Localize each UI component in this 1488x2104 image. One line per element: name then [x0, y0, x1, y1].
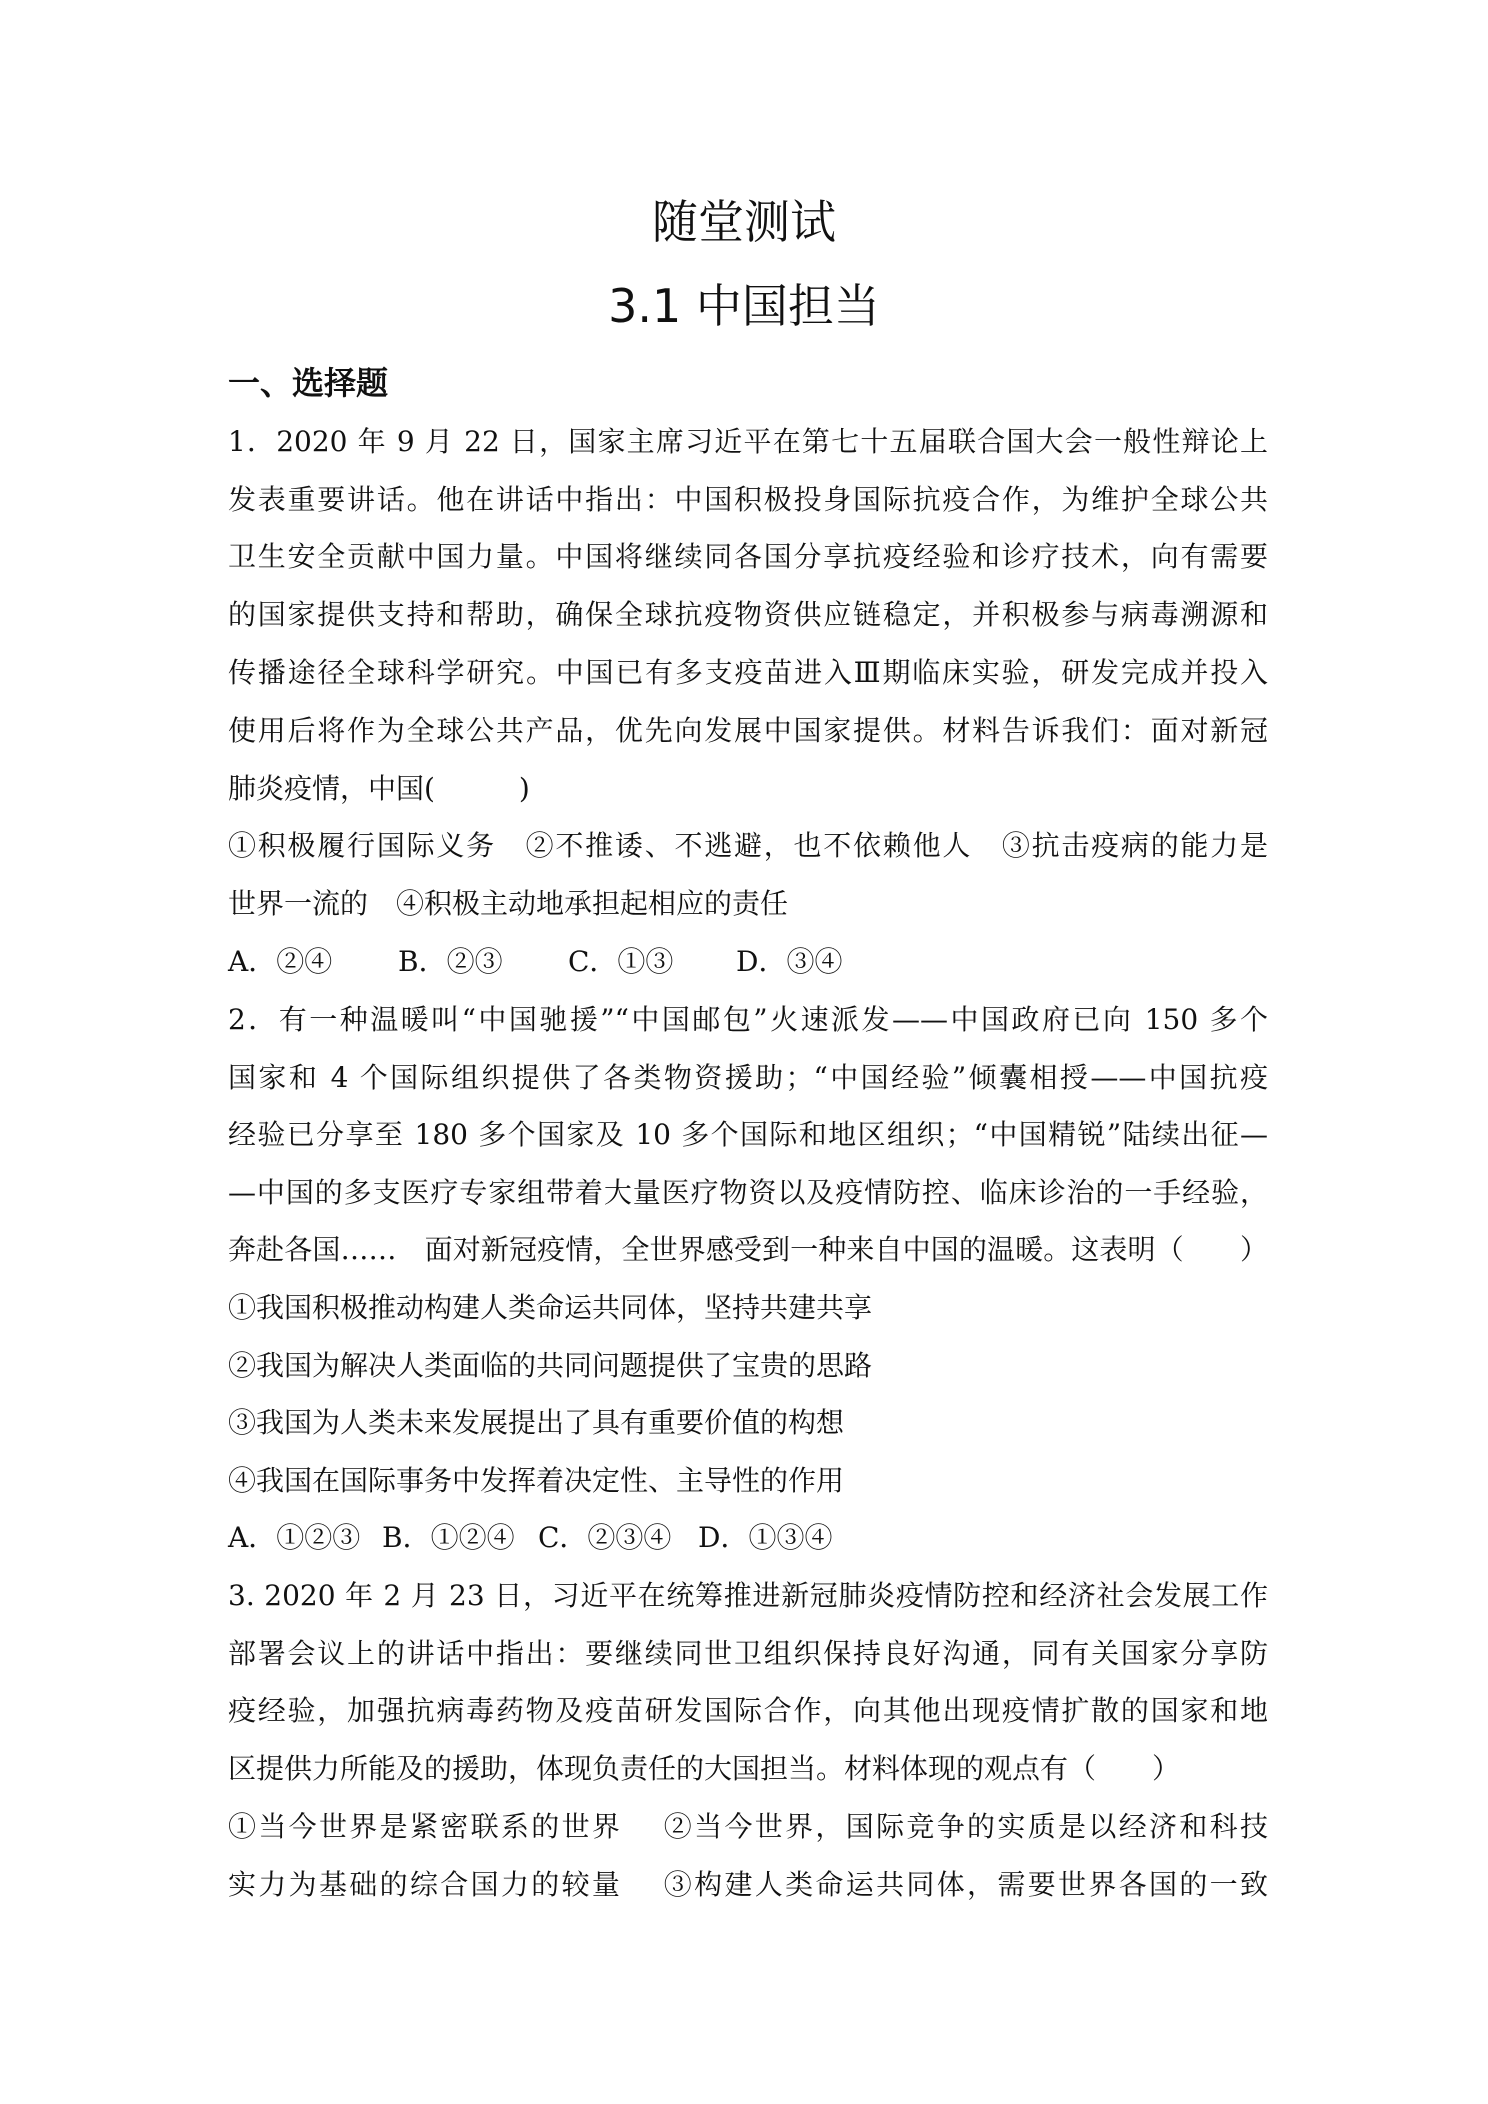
q1-option-d: D．③④ [736, 945, 843, 978]
q2-options [228, 1518, 1268, 1558]
q1-statement: 世界一流的 ④积极主动地承担起相应的责任 [228, 887, 789, 920]
q3-line: 部署会议上的讲话中指出：要继续同世卫组织保持良好沟通，同有关国家分享防 [228, 1637, 1268, 1670]
q3-statement: ①当今世界是紧密联系的世界 ②当今世界，国际竞争的实质是以经济和科技 [228, 1810, 1268, 1843]
q1-options [228, 942, 1268, 982]
q1-line: 卫生安全贡献中国力量。中国将继续同各国分享抗疫经验和诊疗技术，向有需要 [228, 540, 1268, 573]
q2-option-c: C．②③④ [538, 1521, 672, 1554]
q2-line: 经验已分享至 180 多个国家及 10 多个国际和地区组织；“中国精锐”陆续出征— [228, 1118, 1268, 1151]
q1-option-c: C．①③ [568, 945, 674, 978]
q2-statement: ③我国为人类未来发展提出了具有重要价值的构想 [228, 1406, 845, 1439]
q2-line: —中国的多支医疗专家组带着大量医疗物资以及疫情防控、临床诊治的一手经验， [228, 1176, 1268, 1209]
page-title: 随堂测试 [652, 195, 836, 249]
q2-option-d: D．①③④ [698, 1521, 833, 1554]
q3-line: 3. 2020 年 2 月 23 日，习近平在统筹推进新冠肺炎疫情防控和经济社会发展工作 [228, 1579, 1268, 1612]
lesson-title: 3.1 中国担当 [608, 279, 880, 333]
q2-statement: ①我国积极推动构建人类命运共同体，坚持共建共享 [228, 1291, 873, 1324]
q3-line: 疫经验，加强抗病毒药物及疫苗研发国际合作，向其他出现疫情扩散的国家和地 [228, 1694, 1268, 1727]
q1-line: 的国家提供支持和帮助，确保全球抗疫物资供应链稳定，并积极参与病毒溯源和 [228, 598, 1268, 631]
q3-line: 区提供力所能及的援助，体现负责任的大国担当。材料体现的观点有（ ） [228, 1752, 1181, 1785]
q1-option-b: B．②③ [398, 945, 503, 978]
q3-statement: 实力为基础的综合国力的较量 ③构建人类命运共同体，需要世界各国的一致 [228, 1868, 1268, 1901]
q2-option-b: B．①②④ [382, 1521, 515, 1554]
q2-line: 奔赴各国…… 面对新冠疫情，全世界感受到一种来自中国的温暖。这表明（ ） [228, 1233, 1268, 1266]
section-heading: 一、选择题 [228, 364, 389, 402]
q2-statement: ④我国在国际事务中发挥着决定性、主导性的作用 [228, 1464, 845, 1497]
q1-option-a: A．②④ [228, 945, 333, 978]
q2-line: 国家和 4 个国际组织提供了各类物资援助；“中国经验”倾囊相授——中国抗疫 [228, 1061, 1268, 1094]
q1-line: 肺炎疫情，中国( ) [228, 772, 530, 805]
q2-line: 2．有一种温暖叫“中国驰援”“中国邮包”火速派发——中国政府已向 150 多个 [228, 1003, 1268, 1036]
q1-line: 1．2020 年 9 月 22 日，国家主席习近平在第七十五届联合国大会一般性辩论上 [228, 425, 1268, 458]
q2-statement: ②我国为解决人类面临的共同问题提供了宝贵的思路 [228, 1349, 873, 1382]
q1-line: 使用后将作为全球公共产品，优先向发展中国家提供。材料告诉我们：面对新冠 [228, 714, 1268, 747]
q2-option-a: A．①②③ [228, 1521, 361, 1554]
q1-statement: ①积极履行国际义务 ②不推诿、不逃避，也不依赖他人 ③抗击疫病的能力是 [228, 829, 1268, 862]
q1-line: 传播途径全球科学研究。中国已有多支疫苗进入Ⅲ期临床实验，研发完成并投入 [228, 656, 1268, 689]
q1-line: 发表重要讲话。他在讲话中指出：中国积极投身国际抗疫合作，为维护全球公共 [228, 483, 1268, 516]
